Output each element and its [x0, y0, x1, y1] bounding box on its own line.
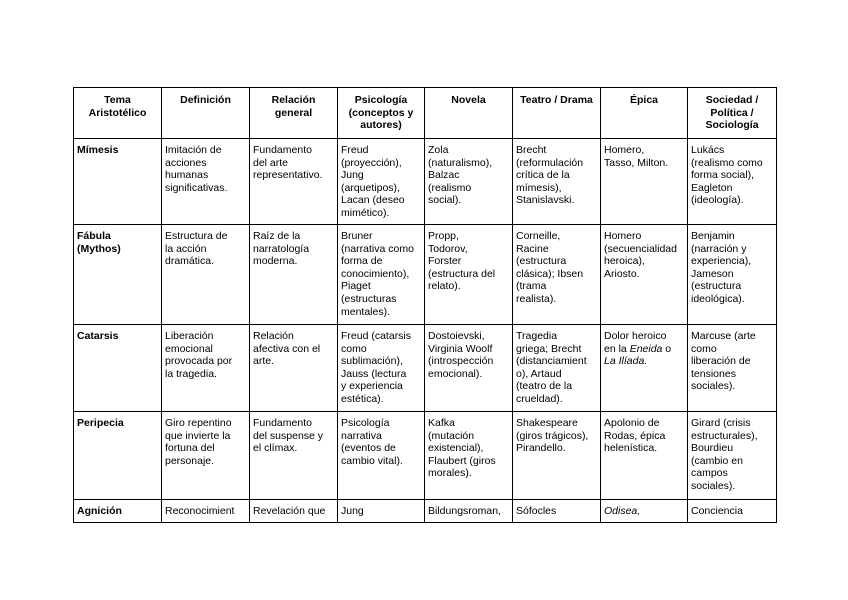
- cell-relacion: Raíz de la narratología moderna.: [250, 225, 338, 325]
- cell-psicologia: Freud (catarsis como sublimación), Jauss (lectura y experiencia estética).: [338, 325, 425, 412]
- header-epica: Épica: [601, 88, 688, 139]
- cell-teatro: Corneille, Racine (estructura clásica); Ibsen (trama realista).: [513, 225, 601, 325]
- cell-novela: Bildungsroman,: [425, 500, 513, 523]
- header-sociedad: Sociedad / Política / Sociología: [688, 88, 777, 139]
- cell-sociedad: Benjamin (narración y experiencia), Jameson (estructura ideológica).: [688, 225, 777, 325]
- cell-tema: Catarsis: [74, 325, 162, 412]
- header-tema: Tema Aristotélico: [74, 88, 162, 139]
- cell-novela: Dostoievski, Virginia Woolf (introspección emocional).: [425, 325, 513, 412]
- cell-tema: Agnición: [74, 500, 162, 523]
- epica-title-odisea: Odisea,: [604, 505, 641, 517]
- cell-tema: Mímesis: [74, 139, 162, 225]
- cell-psicologia: Psicología narrativa (eventos de cambio vital).: [338, 412, 425, 500]
- table-row-fabula: [74, 225, 777, 325]
- cell-psicologia: Jung: [338, 500, 425, 523]
- header-teatro: Teatro / Drama: [513, 88, 601, 139]
- cell-epica: Apolonio de Rodas, épica helenística.: [601, 412, 688, 500]
- cell-sociedad: Girard (crisis estructurales), Bourdieu (cambio en campos sociales).: [688, 412, 777, 500]
- cell-psicologia: Freud (proyección), Jung (arquetipos), Lacan (deseo mimético).: [338, 139, 425, 225]
- header-psicologia: Psicología (conceptos y autores): [338, 88, 425, 139]
- cell-definicion: Giro repentino que invierte la fortuna del personaje.: [162, 412, 250, 500]
- table-row-mimesis: [74, 139, 777, 225]
- cell-tema: Peripecia: [74, 412, 162, 500]
- cell-relacion: Fundamento del arte representativo.: [250, 139, 338, 225]
- cell-novela: Propp, Todorov, Forster (estructura del relato).: [425, 225, 513, 325]
- header-row: [74, 88, 777, 139]
- cell-definicion: Liberación emocional provocada por la tragedia.: [162, 325, 250, 412]
- epica-title-iliada: La Ilíada.: [604, 355, 648, 368]
- table-row-catarsis: [74, 325, 777, 412]
- cell-teatro: Tragedia griega; Brecht (distanciamient o), Artaud (teatro de la crueldad).: [513, 325, 601, 412]
- epica-text-mid: o: [665, 342, 672, 355]
- header-novela: Novela: [425, 88, 513, 139]
- cell-epica: Homero (secuencialidad heroica), Ariosto.: [601, 225, 688, 325]
- epica-text-pre: Dolor heroico en la: [604, 330, 667, 355]
- cell-definicion: Reconocimient: [162, 500, 250, 523]
- cell-sociedad: Conciencia: [688, 500, 777, 523]
- cell-novela: Zola (naturalismo), Balzac (realismo social).: [425, 139, 513, 225]
- cell-sociedad: Lukács (realismo como forma social), Eagleton (ideología).: [688, 139, 777, 225]
- cell-epica: [601, 325, 688, 412]
- cell-relacion: Revelación que: [250, 500, 338, 523]
- cell-relacion: Relación afectiva con el arte.: [250, 325, 338, 412]
- table-row-agnicion: [74, 500, 777, 523]
- table-row-peripecia: [74, 412, 777, 500]
- cell-sociedad: Marcuse (arte como liberación de tensiones sociales).: [688, 325, 777, 412]
- epica-title-eneida: Eneida: [629, 342, 663, 355]
- cell-epica: [601, 500, 688, 523]
- cell-psicologia: Bruner (narrativa como forma de conocimiento), Piaget (estructuras mentales).: [338, 225, 425, 325]
- cell-definicion: Imitación de acciones humanas significativas.: [162, 139, 250, 225]
- cell-teatro: Sófocles: [513, 500, 601, 523]
- cell-teatro: Shakespeare (giros trágicos), Pirandello.: [513, 412, 601, 500]
- cell-tema: Fábula (Mythos): [74, 225, 162, 325]
- aristotelian-themes-table: [73, 87, 777, 523]
- cell-epica: Homero, Tasso, Milton.: [601, 139, 688, 225]
- cell-relacion: Fundamento del suspense y el clímax.: [250, 412, 338, 500]
- cell-teatro: Brecht (reformulación crítica de la mímesis), Stanislavski.: [513, 139, 601, 225]
- header-relacion: Relación general: [250, 88, 338, 139]
- cell-definicion: Estructura de la acción dramática.: [162, 225, 250, 325]
- header-definicion: Definición: [162, 88, 250, 139]
- cell-novela: Kafka (mutación existencial), Flaubert (giros morales).: [425, 412, 513, 500]
